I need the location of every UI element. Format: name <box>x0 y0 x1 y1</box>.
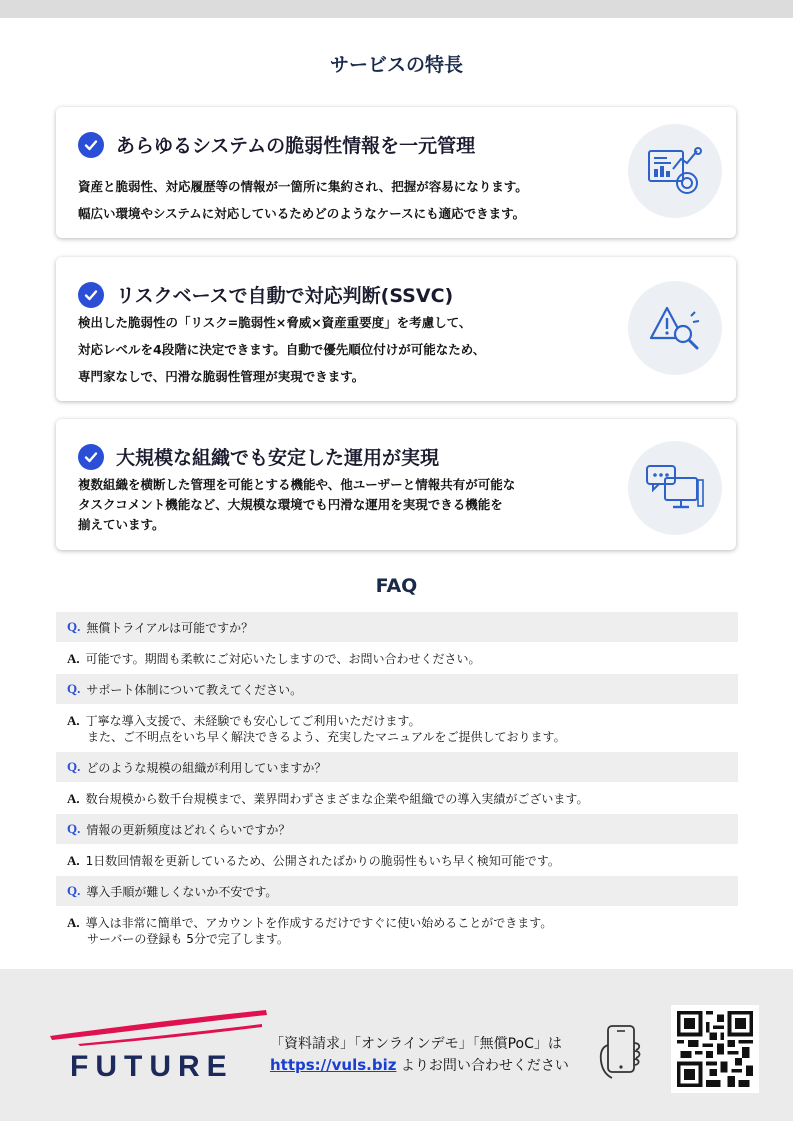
faq-answer-text: 丁寧な導入支援で、未経験でも安心してご利用いただけます。 <box>85 714 421 728</box>
feature-card-3-body <box>78 475 515 535</box>
feature-card-1-line: 幅広い環境やシステムに対応しているためどのようなケースにも適応できます。 <box>78 206 526 221</box>
feature-card-2-head <box>78 281 453 308</box>
check-icon <box>78 444 104 470</box>
cta-line-2-suffix: よりお問い合わせください <box>396 1058 569 1074</box>
faq-question-text: サポート体制について教えてください。 <box>86 682 303 697</box>
cta-text <box>270 1033 569 1075</box>
feature-card-2-body <box>78 309 485 390</box>
vuls-link[interactable]: https://vuls.biz <box>270 1056 397 1074</box>
dashboard-chart-icon <box>628 124 722 218</box>
feature-card-3-line: 揃えています。 <box>78 517 165 532</box>
feature-card-2-line: 専門家なしで、円滑な脆弱性管理が実現できます。 <box>78 369 365 384</box>
faq-a-mark: A. <box>67 915 80 930</box>
feature-card-3-head <box>78 443 439 470</box>
faq-question <box>56 752 738 782</box>
future-logo-swoosh-icon <box>48 1008 270 1048</box>
faq-answer <box>56 915 738 947</box>
faq-q-mark: Q. <box>67 681 81 696</box>
faq-question <box>56 674 738 704</box>
feature-card-1-body <box>78 173 528 227</box>
feature-card-1-head <box>78 131 475 158</box>
qr-code[interactable] <box>671 1005 759 1093</box>
feature-card-2-title: リスクベースで自動で対応判断(SSVC) <box>116 285 454 307</box>
feature-card-3-title: 大規模な組織でも安定した運用が実現 <box>116 447 440 469</box>
faq-question <box>56 612 738 642</box>
faq-q-mark: Q. <box>67 883 81 898</box>
feature-card-3-line: タスクコメント機能など、大規模な環境でも円滑な運用を実現できる機能を <box>78 497 503 512</box>
faq-answer <box>56 791 738 807</box>
smartphone-hand-icon <box>594 1023 646 1081</box>
feature-card-2 <box>56 257 736 401</box>
faq-answer-text: 導入は非常に簡単で、アカウントを作成するだけですぐに使い始めることができます。 <box>85 916 553 930</box>
faq-question <box>56 876 738 906</box>
faq-a-mark: A. <box>67 651 80 666</box>
faq-answer-text: また、ご不明点をいち早く解決できるよう、充実したマニュアルをご提供しております。 <box>87 730 566 744</box>
faq-q-mark: Q. <box>67 619 81 634</box>
faq-question-text: 導入手順が難しくないか不安です。 <box>86 884 278 899</box>
top-strip <box>0 0 793 18</box>
faq-answer <box>56 651 738 667</box>
qr-code-icon <box>677 1011 753 1087</box>
check-icon <box>78 282 104 308</box>
faq-q-mark: Q. <box>67 759 81 774</box>
faq-a-mark: A. <box>67 791 80 806</box>
feature-card-2-line: 対応レベルを4段階に決定できます。自動で優先順位付けが可能なため、 <box>78 342 486 357</box>
faq-answer <box>56 853 738 869</box>
faq-answer-text: サーバーの登録も 5分で完了します。 <box>87 932 289 946</box>
feature-card-3 <box>56 419 736 550</box>
feature-card-2-line: 検出した脆弱性の「リスク=脆弱性×脅威×資産重要度」を考慮して、 <box>78 315 472 330</box>
faq-title: FAQ <box>375 575 418 597</box>
faq-answer-text: 可能です。期間も柔軟にご対応いたしますので、お問い合わせください。 <box>85 652 481 666</box>
feature-card-1-line: 資産と脆弱性、対応履歴等の情報が一箇所に集約され、把握が容易になります。 <box>78 179 528 194</box>
cta-line-2 <box>270 1055 569 1075</box>
future-logo: FUTURE <box>70 1050 234 1083</box>
faq-question-text: どのような規模の組織が利用していますか？ <box>86 760 327 775</box>
faq-a-mark: A. <box>67 853 80 868</box>
faq-answer-text: 数台規模から数千台規模まで、業界問わずさまざまな企業や組織での導入実績がございます。 <box>85 792 589 806</box>
feature-card-3-line: 複数組織を横断した管理を可能とする機能や、他ユーザーと情報共有が可能な <box>78 477 516 492</box>
faq-question-text: 情報の更新頻度はどれくらいですか？ <box>86 822 291 837</box>
cta-line-1: 「資料請求」「オンラインデモ」「無償PoC」は <box>270 1036 562 1052</box>
faq-answer-text: 1日数回情報を更新しているため、公開されたばかりの脆弱性もいち早く検知可能です。 <box>85 854 560 868</box>
faq-question-text: 無償トライアルは可能ですか？ <box>86 620 254 635</box>
faq-q-mark: Q. <box>67 821 81 836</box>
check-icon <box>78 132 104 158</box>
faq-answer <box>56 713 738 745</box>
faq-question <box>56 814 738 844</box>
feature-card-1 <box>56 107 736 238</box>
features-title: サービスの特長 <box>329 54 463 76</box>
warning-search-icon <box>628 281 722 375</box>
feature-card-1-title: あらゆるシステムの脆弱性情報を一元管理 <box>116 135 476 157</box>
computer-chat-icon <box>628 441 722 535</box>
faq-a-mark: A. <box>67 713 80 728</box>
